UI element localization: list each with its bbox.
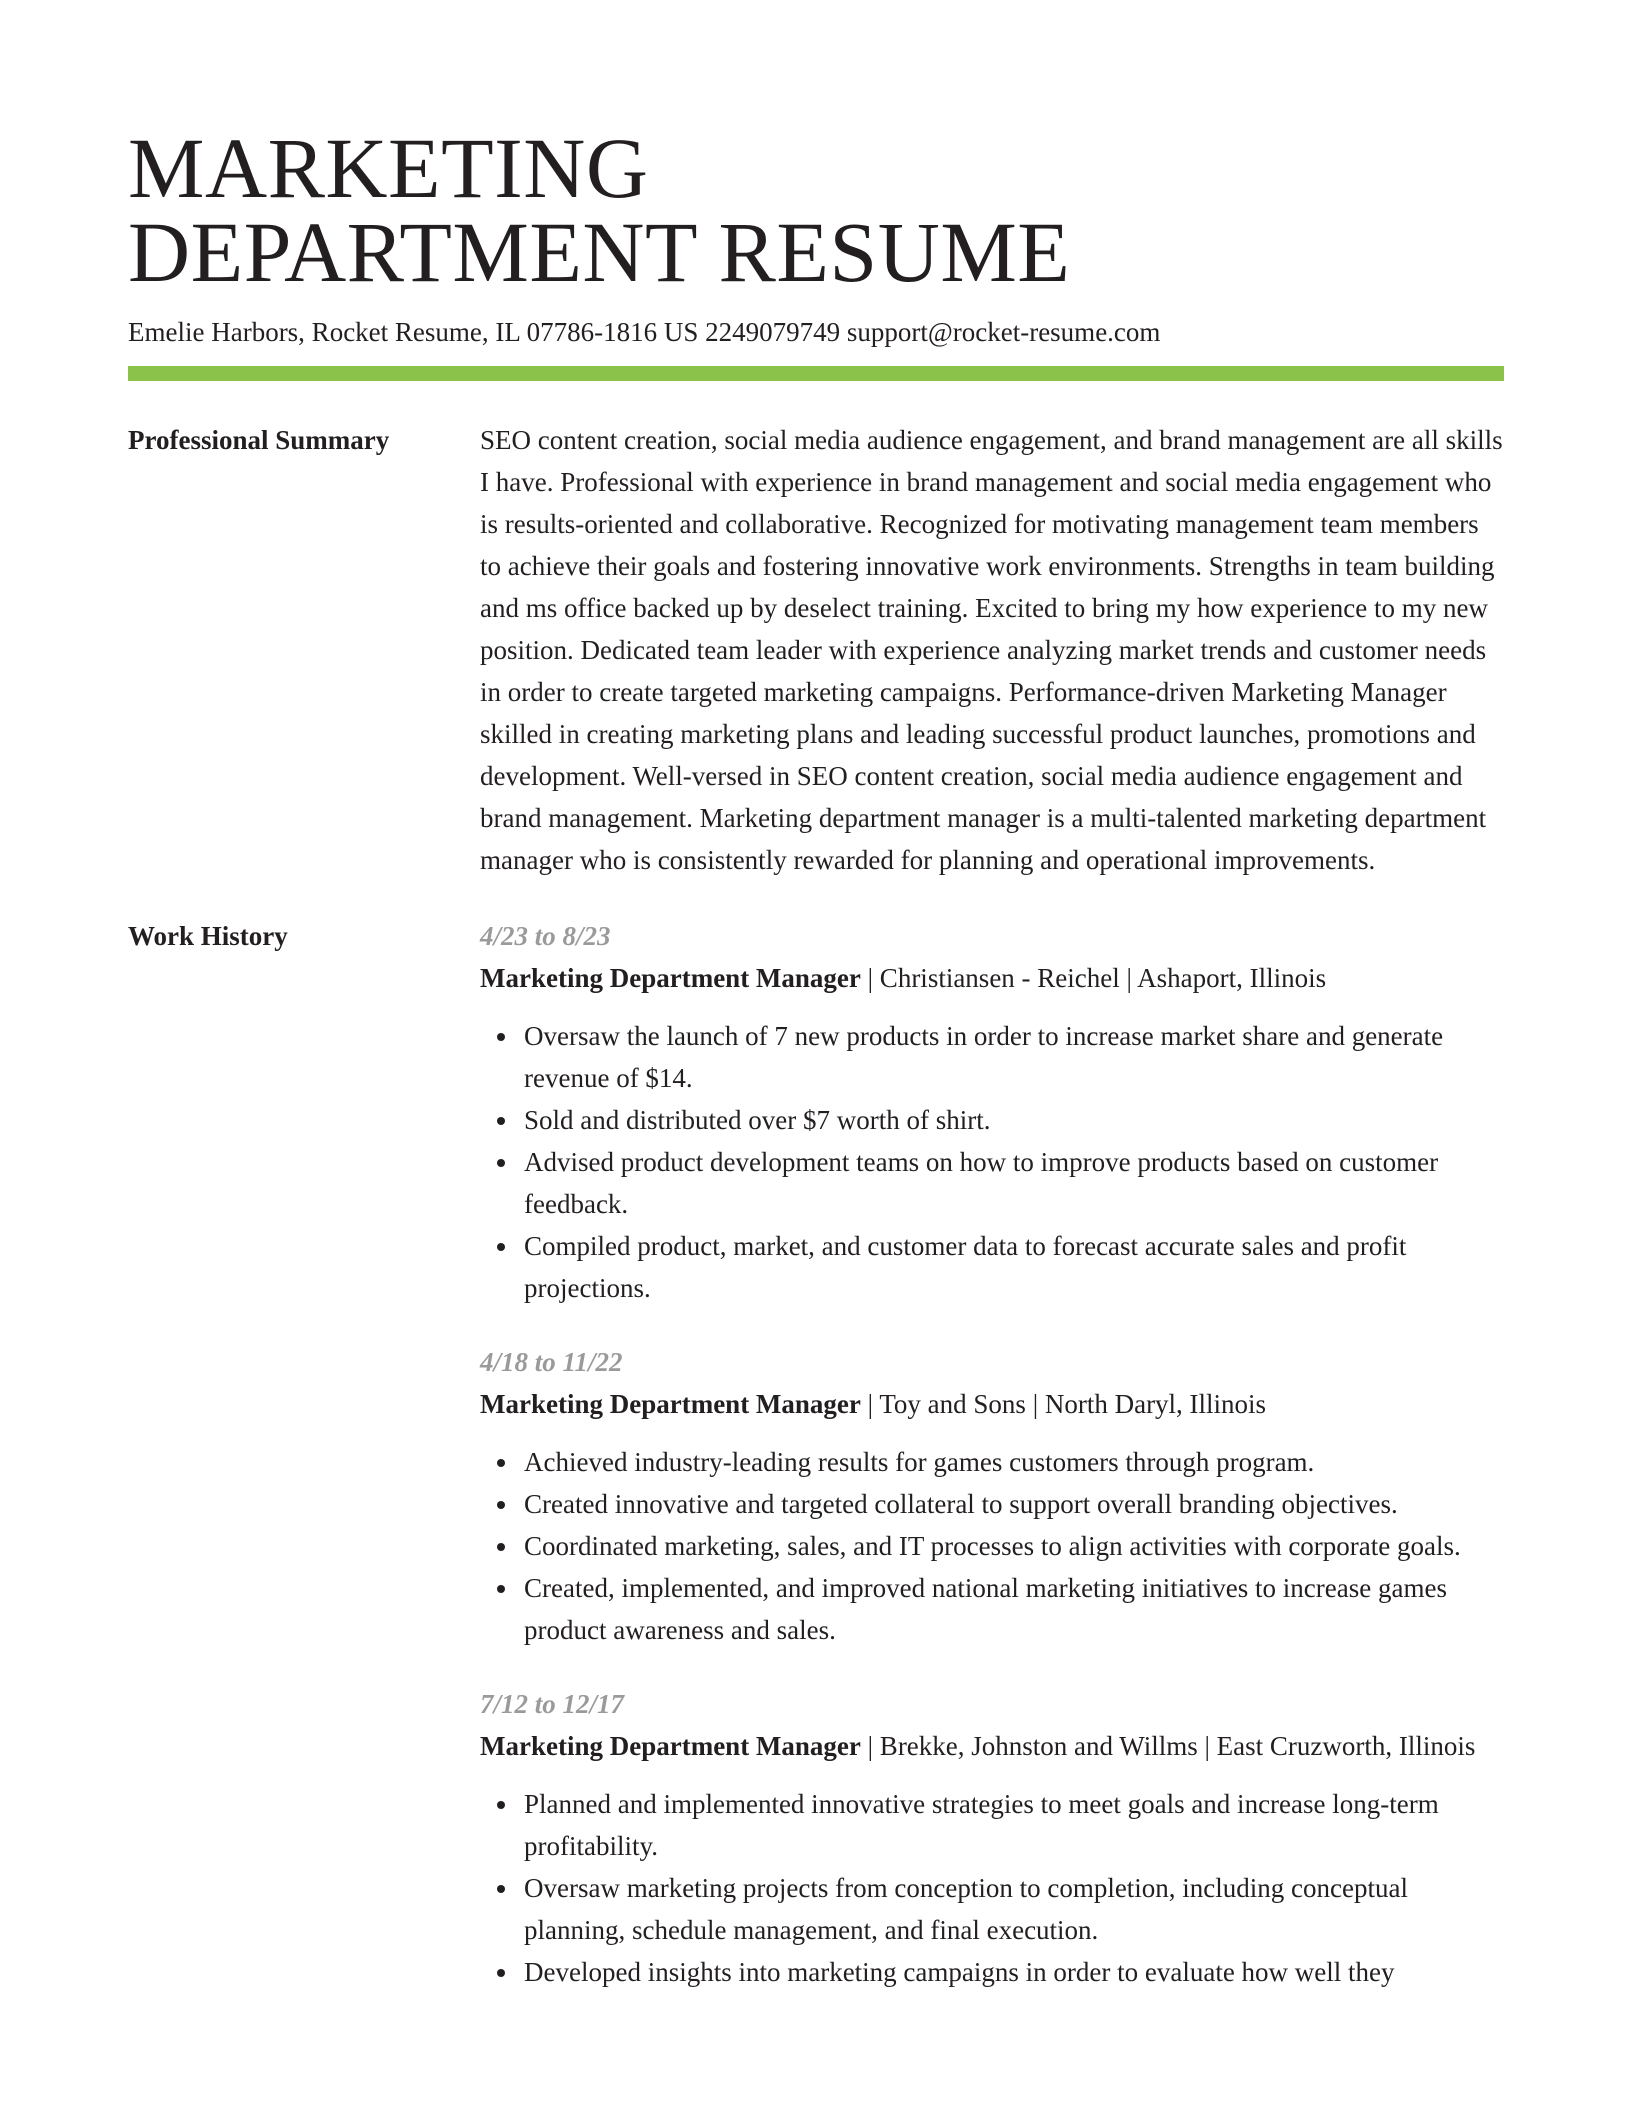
job-bullet: Planned and implemented innovative strategies to meet goals and increase long-term profitability. [524,1783,1504,1867]
job-heading [480,957,1504,999]
resume-title-line1: MARKETING [128,120,649,216]
work-history-list [480,915,1504,1993]
job-entry [480,915,1504,1309]
job-title: Marketing Department Manager [480,1389,861,1419]
work-history-section [128,915,1504,1993]
section-label-summary: Professional Summary [128,425,390,455]
job-employer-location: | Toy and Sons | North Daryl, Illinois [860,1389,1267,1419]
professional-summary-section [128,419,1504,881]
job-dates: 7/12 to 12/17 [480,1689,625,1719]
job-heading [480,1725,1504,1767]
job-bullet: Oversaw the launch of 7 new products in order to increase market share and generate revenue of $14. [524,1015,1504,1099]
resume-title [128,120,1504,300]
job-title: Marketing Department Manager [480,963,861,993]
job-bullet: Achieved industry-leading results for games customers through program. [524,1441,1504,1483]
section-label-work-history: Work History [128,921,288,951]
job-employer-location: | Brekke, Johnston and Willms | East Cruzworth, Illinois [860,1731,1476,1761]
job-entry [480,1341,1504,1651]
job-bullet: Advised product development teams on how to improve products based on customer feedback. [524,1141,1504,1225]
job-heading [480,1383,1504,1425]
resume-page [128,120,1504,1993]
job-entry [480,1683,1504,1993]
job-bullet: Created innovative and targeted collateral to support overall branding objectives. [524,1483,1504,1525]
job-bullet: Developed insights into marketing campaigns in order to evaluate how well they [524,1951,1504,1993]
job-bullets [480,1015,1504,1309]
job-bullets [480,1441,1504,1651]
job-bullet: Coordinated marketing, sales, and IT processes to align activities with corporate goals. [524,1525,1504,1567]
accent-divider [128,366,1504,381]
resume-title-line2: DEPARTMENT RESUME [128,204,1071,300]
job-bullets [480,1783,1504,1993]
job-bullet: Sold and distributed over $7 worth of shirt. [524,1099,1504,1141]
job-dates: 4/18 to 11/22 [480,1347,623,1377]
job-dates: 4/23 to 8/23 [480,921,611,951]
summary-text: SEO content creation, social media audience engagement, and brand management are all skills I have. Professional with experience in brand management and social media engagement who is results-oriented and collaborative. Recognized for motivating management team members to achieve their goals and fostering innovative work environments. Strengths in team building and ms office backed up by deselect training. Excited to bring my how experience to my new position. Dedicated team leader with experience analyzing market trends and customer needs in order to create targeted marketing campaigns. Performance-driven Marketing Manager skilled in creating marketing plans and leading successful product launches, promotions and development. Well-versed in SEO content creation, social media audience engagement and brand management. Marketing department manager is a multi-talented marketing department manager who is consistently rewarded for planning and operational improvements. [480,425,1503,875]
job-bullet: Created, implemented, and improved national marketing initiatives to increase games product awareness and sales. [524,1567,1504,1651]
contact-line: Emelie Harbors, Rocket Resume, IL 07786-1816 US 2249079749 support@rocket-resume.com [128,317,1161,347]
job-title: Marketing Department Manager [480,1731,861,1761]
job-employer-location: | Christiansen - Reichel | Ashaport, Illinois [860,963,1327,993]
job-bullet: Compiled product, market, and customer data to forecast accurate sales and profit projections. [524,1225,1504,1309]
job-bullet: Oversaw marketing projects from conception to completion, including conceptual planning, schedule management, and final execution. [524,1867,1504,1951]
